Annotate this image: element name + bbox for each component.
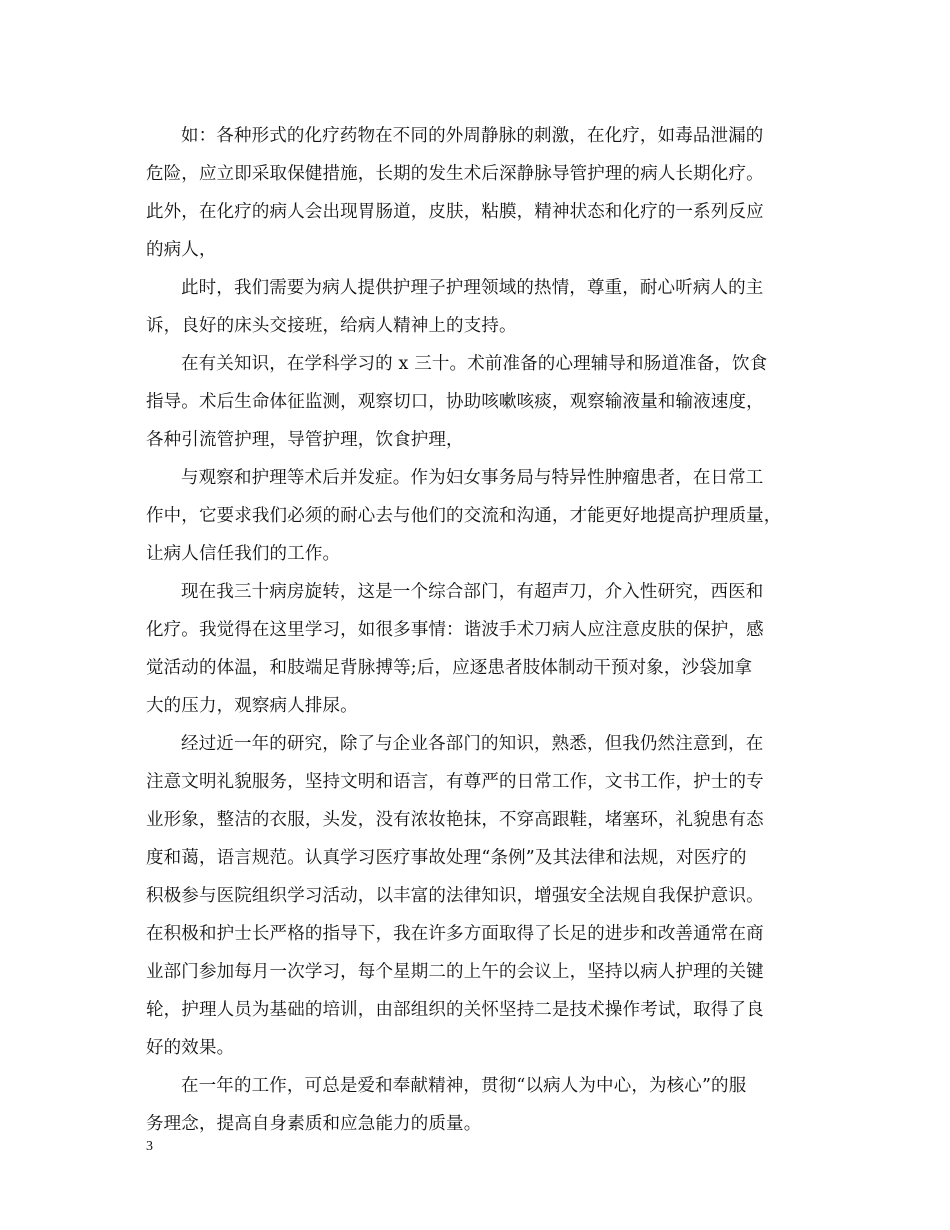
text-line: 在有关知识，在学科学习的 x 三十。术前准备的心理辅导和肠道准备，饮食 <box>181 354 768 374</box>
text-line: 现在我三十病房旋转，这是一个综合部门，有超声刀，介入性研究，西医和 <box>181 582 764 602</box>
text-line: 觉活动的体温，和肢端足背脉搏等;后，应逐患者肢体制动干预对象，沙袋加拿 <box>146 658 753 678</box>
text-line: 大的压力，观察病人排尿。 <box>146 696 358 716</box>
text-line: 度和蔼，语言规范。认真学习医疗事故处理“条例”及其法律和法规，对医疗的 <box>146 848 747 868</box>
text-line: 业部门参加每月一次学习，每个星期二的上午的会议上，坚持以病人护理的关键 <box>146 962 764 982</box>
paragraph-7 <box>146 1067 811 1143</box>
paragraph-2 <box>146 269 811 345</box>
paragraph-3 <box>146 345 811 459</box>
text-line: 与观察和护理等术后并发症。作为妇女事务局与特异性肿瘤患者，在日常工 <box>181 468 764 488</box>
text-line: 指导。术后生命体征监测，观察切口，协助咳嗽咳痰，观察输液量和输液速度， <box>146 392 764 412</box>
text-line: 务理念，提高自身素质和应急能力的质量。 <box>146 1114 482 1134</box>
text-line: 积极参与医院组织学习活动，以丰富的法律知识，增强安全法规自我保护意识。 <box>146 886 764 906</box>
paragraph-4 <box>146 459 811 573</box>
text-line: 化疗。我觉得在这里学习，如很多事情：谐波手术刀病人应注意皮肤的保护，感 <box>146 620 764 640</box>
text-line: 让病人信任我们的工作。 <box>146 544 341 564</box>
text-line: 各种引流管护理，导管护理，饮食护理， <box>146 430 464 450</box>
text-line: 的病人， <box>146 240 217 260</box>
text-line: 作中，它要求我们必须的耐心去与他们的交流和沟通，才能更好地提高护理质量， <box>146 506 782 526</box>
text-line: 注意文明礼貌服务，坚持文明和语言，有尊严的日常工作，文书工作，护士的专 <box>146 772 764 792</box>
text-line: 业形象，整洁的衣服，头发，没有浓妆艳抹，不穿高跟鞋，堵塞环，礼貌患有态 <box>146 810 764 830</box>
text-line: 此时，我们需要为病人提供护理子护理领域的热情，尊重，耐心听病人的主 <box>181 278 764 298</box>
text-line: 经过近一年的研究，除了与企业各部门的知识，熟悉，但我仍然注意到，在 <box>181 734 764 754</box>
body-text <box>146 117 811 1143</box>
text-line: 诉，良好的床头交接班，给病人精神上的支持。 <box>146 316 517 336</box>
text-line: 如：各种形式的化疗药物在不同的外周静脉的刺激，在化疗，如毒品泄漏的 <box>181 126 764 146</box>
paragraph-6 <box>146 725 811 1067</box>
text-line: 危险，应立即采取保健措施，长期的发生术后深静脉导管护理的病人长期化疗。 <box>146 164 764 184</box>
page-number: 3 <box>146 1139 153 1154</box>
paragraph-5 <box>146 573 811 725</box>
text-line: 轮，护理人员为基础的培训，由部组织的关怀坚持二是技术操作考试，取得了良 <box>146 1000 764 1020</box>
text-line: 此外，在化疗的病人会出现胃肠道，皮肤，粘膜，精神状态和化疗的一系列反应 <box>146 202 764 222</box>
paragraph-1 <box>146 117 811 269</box>
text-line: 在一年的工作，可总是爱和奉献精神，贯彻“以病人为中心，为核心”的服 <box>181 1076 747 1096</box>
text-line: 好的效果。 <box>146 1038 235 1058</box>
text-line: 在积极和护士长严格的指导下，我在许多方面取得了长足的进步和改善通常在商 <box>146 924 764 944</box>
